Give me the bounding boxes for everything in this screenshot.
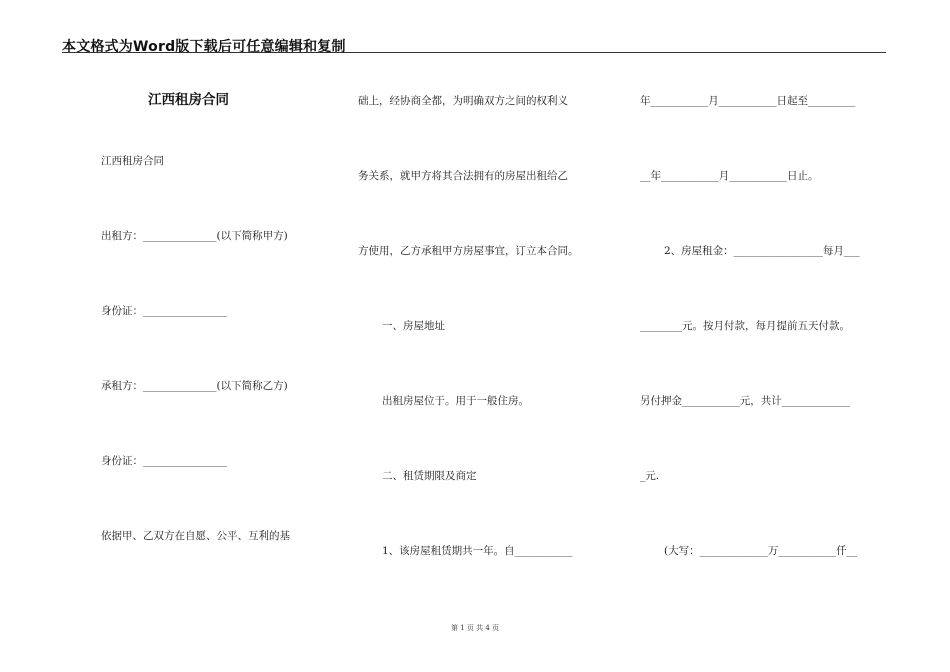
col2-line-5: 出租房屋位于。用于一般住房。 bbox=[382, 395, 529, 407]
col2-line-3: 方使用，乙方承租甲方房屋事宜，订立本合同。 bbox=[358, 245, 579, 257]
col1-line-6: 依据甲、乙双方在自愿、公平、互利的基 bbox=[101, 530, 290, 542]
lessee-id-line: 身份证：________________ bbox=[101, 455, 227, 467]
lessor-line: 出租方：______________(以下简称甲方) bbox=[101, 230, 288, 242]
banner-rule bbox=[62, 52, 886, 53]
col2-line-2: 务关系，就甲方将其合法拥有的房屋出租给乙 bbox=[358, 170, 568, 182]
col1-line-1: 江西租房合同 bbox=[101, 155, 164, 167]
lessor-id-line: 身份证：________________ bbox=[101, 305, 227, 317]
section-lease-term: 二、租赁期限及商定 bbox=[382, 470, 477, 482]
lessee-line: 承租方：______________(以下简称乙方) bbox=[101, 380, 288, 392]
col3-line-6: _元. bbox=[640, 470, 660, 482]
col2-line-1: 础上，经协商全都，为明确双方之间的权利义 bbox=[358, 95, 568, 107]
col3-line-2: __年___________月___________日止。 bbox=[640, 170, 819, 182]
col2-line-7: 1、该房屋租赁期共一年。自___________ bbox=[382, 545, 573, 557]
amount-in-words-line: (大写：_____________万___________仟__ bbox=[664, 545, 858, 557]
contract-title: 江西租房合同 bbox=[148, 92, 229, 108]
word-format-banner: 本文格式为Word版下载后可任意编辑和复制 bbox=[62, 39, 346, 55]
section-house-address: 一、房屋地址 bbox=[382, 320, 445, 332]
col3-line-1: 年___________月___________日起至_________ bbox=[640, 95, 856, 107]
deposit-line: 另付押金___________元，共计_____________ bbox=[640, 395, 850, 407]
rent-line: 2、房屋租金：_________________每月___ bbox=[664, 245, 860, 257]
col3-line-4: ________元。按月付款，每月提前五天付款。 bbox=[640, 320, 850, 332]
page-footer: 第 1 页 共 4 页 bbox=[450, 624, 500, 632]
